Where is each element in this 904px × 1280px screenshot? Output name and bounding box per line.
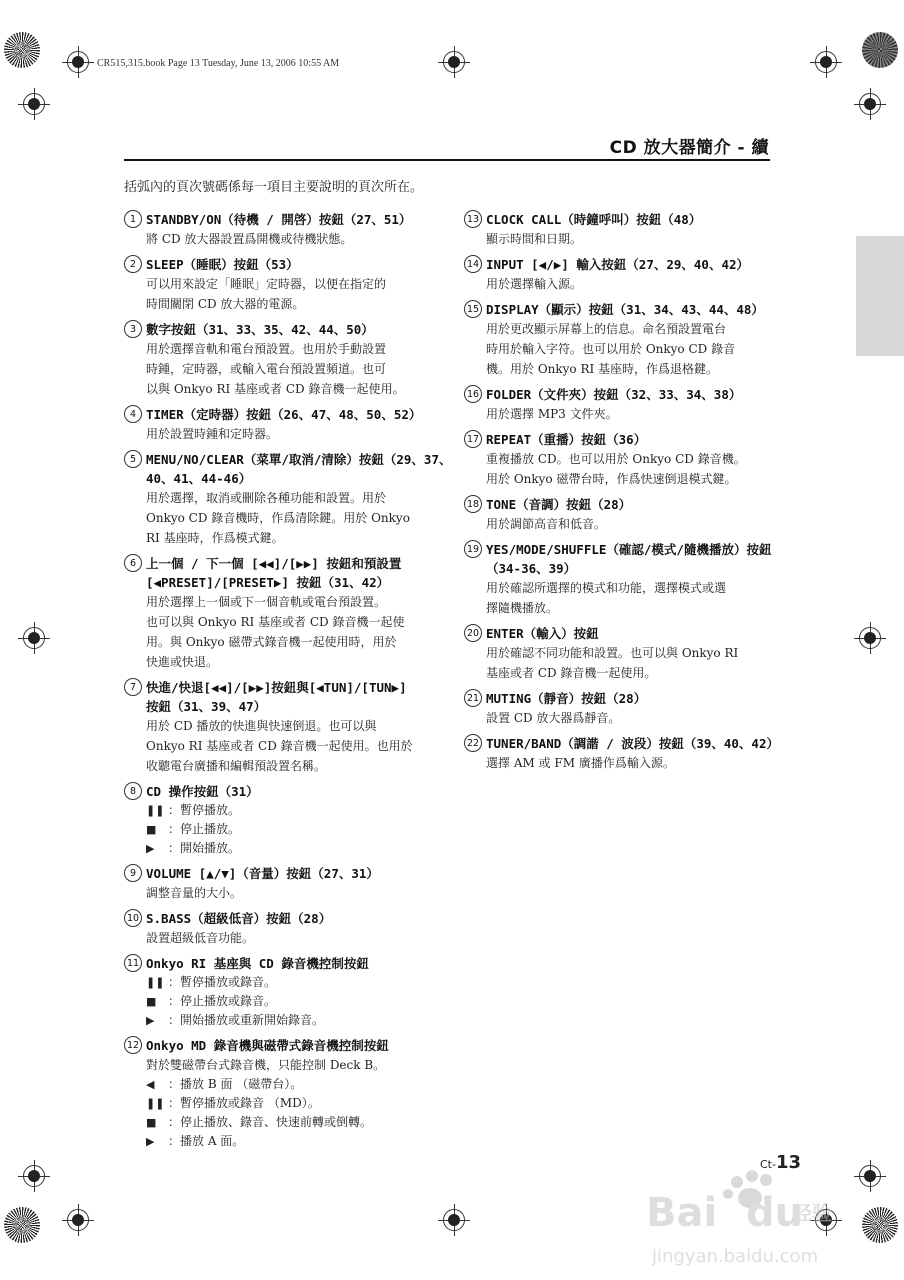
transport-symbol-icon: ■ [146, 1116, 157, 1129]
section-title: CD 放大器簡介 - 續 [609, 138, 769, 158]
button-function-text: ：開始播放。 [168, 841, 241, 855]
item-description [146, 883, 444, 903]
item-heading [124, 782, 444, 801]
crosshair-dot [864, 632, 876, 644]
item-heading [124, 255, 444, 274]
intro-text: 括弧內的頁次號碼係每一項目主要說明的頁次所在。 [124, 180, 424, 195]
list-item [464, 430, 774, 489]
transport-symbol-icon: ■ [146, 995, 157, 1008]
description-line: 將 CD 放大器設置爲開機或待機狀態。 [146, 232, 353, 246]
item-number-badge: 8 [124, 782, 142, 800]
item-heading [464, 689, 774, 708]
heading-line: STANDBY/ON（待機 / 開啓）按鈕（27、51） [146, 212, 412, 227]
item-heading [124, 210, 444, 229]
list-item [124, 255, 444, 314]
crosshair-dot [448, 1214, 460, 1226]
registration-starburst-icon [862, 1207, 898, 1243]
item-heading [464, 430, 774, 449]
description-line: 用於選擇音軌和電台預設置。也用於手動設置 [146, 342, 387, 356]
item-heading-text [146, 450, 452, 488]
button-function-row [146, 1113, 444, 1132]
item-heading-text [486, 689, 774, 708]
item-heading-text [146, 210, 444, 229]
heading-line: 按鈕（31、39、47） [146, 699, 267, 714]
list-item [464, 540, 774, 618]
left-column [124, 210, 452, 1157]
button-function-text: ：暫停播放。 [168, 803, 241, 817]
button-function-text: ：播放 A 面。 [168, 1134, 245, 1148]
list-item [124, 782, 444, 858]
registration-starburst-icon [4, 32, 40, 68]
item-heading-text [146, 1036, 444, 1055]
item-heading-text [146, 554, 444, 592]
description-line: 顯示時間和日期。 [486, 232, 583, 246]
item-heading [464, 255, 774, 274]
heading-line: （34-36、39） [486, 561, 577, 576]
button-function-text: ：停止播放。 [168, 822, 241, 836]
button-function-text: ：播放 B 面 （磁帶台）。 [168, 1077, 303, 1091]
right-column [464, 210, 779, 779]
description-line: 用於確認不同功能和設置。也可以與 Onkyo RI [486, 646, 739, 660]
item-heading-text [146, 782, 444, 801]
item-number-badge: 15 [464, 300, 482, 318]
item-heading [464, 300, 774, 319]
item-heading-text [146, 678, 444, 716]
list-item [124, 954, 444, 1030]
list-item [464, 734, 779, 773]
heading-line: Onkyo MD 錄音機與磁帶式錄音機控制按鈕 [146, 1038, 389, 1053]
heading-line: Onkyo RI 基座與 CD 錄音機控制按鈕 [146, 956, 369, 971]
description-line: 選擇 AM 或 FM 廣播作爲輸入源。 [486, 756, 675, 770]
button-function-text: ：暫停播放或錄音 （MD）。 [168, 1096, 320, 1110]
heading-line: DISPLAY（顯示）按鈕（31、34、43、44、48） [486, 302, 764, 317]
list-item [464, 255, 774, 294]
description-line: 基座或者 CD 錄音機一起使用。 [486, 666, 657, 680]
title-rule [124, 159, 770, 161]
description-line: 可以用來設定「睡眠」定時器，以便在指定的 [146, 277, 387, 291]
item-heading-text [146, 864, 444, 883]
item-heading-text [486, 430, 774, 449]
item-description [146, 229, 444, 249]
transport-symbol-icon: ▶ [146, 1135, 155, 1148]
heading-line: INPUT [◀/▶] 輸入按鈕（27、29、40、42） [486, 257, 750, 272]
transport-symbol-icon: ❚❚ [146, 976, 165, 989]
list-item [464, 689, 774, 728]
item-heading-text [486, 255, 774, 274]
list-item [464, 300, 774, 379]
button-function-row [146, 820, 444, 839]
transport-symbol-icon: ❚❚ [146, 804, 165, 817]
item-description [146, 716, 444, 776]
heading-line: SLEEP（睡眠）按鈕（53） [146, 257, 299, 272]
description-line: 用於確認所選擇的模式和功能，選擇模式或選 [486, 581, 727, 595]
button-function-row [146, 839, 444, 858]
watermark-text-du: du [746, 1190, 804, 1236]
item-heading [124, 678, 444, 716]
list-item [464, 210, 774, 249]
item-heading [464, 540, 774, 578]
item-heading [464, 210, 774, 229]
description-line: 用於 CD 播放的快進與快速倒退。也可以與 [146, 719, 377, 733]
description-line: 時間關閉 CD 放大器的電源。 [146, 297, 305, 311]
item-heading [464, 495, 774, 514]
description-line: 也可以與 Onkyo RI 基座或者 CD 錄音機一起使 [146, 615, 405, 629]
item-description [486, 708, 774, 728]
description-line: 設置超級低音功能。 [146, 931, 255, 945]
item-heading-text [486, 210, 774, 229]
item-heading-text [146, 320, 444, 339]
list-item [124, 909, 444, 948]
list-item [464, 495, 774, 534]
item-description [146, 488, 444, 548]
description-line: Onkyo RI 基座或者 CD 錄音機一起使用。也用於 [146, 739, 413, 753]
item-heading-text [146, 909, 444, 928]
item-heading-text [486, 734, 779, 753]
transport-symbol-icon: ■ [146, 823, 157, 836]
item-heading-text [486, 540, 774, 578]
item-description [486, 229, 774, 249]
heading-line: MUTING（靜音）按鈕（28） [486, 691, 647, 706]
item-heading [124, 1036, 444, 1055]
description-line: 用於 Onkyo 磁帶台時，作爲快速倒退模式鍵。 [486, 472, 737, 486]
crosshair-dot [448, 56, 460, 68]
crosshair-dot [820, 56, 832, 68]
item-heading-text [486, 300, 774, 319]
button-function-row [146, 973, 444, 992]
heading-line: ENTER（輸入）按鈕 [486, 626, 599, 641]
item-description [486, 274, 774, 294]
item-heading-text [146, 405, 444, 424]
item-heading [124, 864, 444, 883]
description-line: Onkyo CD 錄音機時，作爲清除鍵。用於 Onkyo [146, 511, 410, 525]
button-function-row [146, 1094, 444, 1113]
item-heading [464, 624, 774, 643]
baidu-watermark-logo [642, 1164, 852, 1274]
item-number-badge: 22 [464, 734, 482, 752]
description-line: 時鍾，定時器，或輸入電台預設置頻道。也可 [146, 362, 387, 376]
list-item [124, 678, 444, 776]
description-line: 重複播放 CD。也可以用於 Onkyo CD 錄音機。 [486, 452, 746, 466]
item-number-badge: 18 [464, 495, 482, 513]
heading-line: YES/MODE/SHUFFLE（確認/模式/隨機播放）按鈕 [486, 542, 772, 557]
heading-line: TIMER（定時器）按鈕（26、47、48、50、52） [146, 407, 422, 422]
heading-line: S.BASS（超級低音）按鈕（28） [146, 911, 332, 926]
crosshair-dot [28, 1170, 40, 1182]
button-function-text: ：暫停播放或錄音。 [168, 975, 277, 989]
item-number-badge: 17 [464, 430, 482, 448]
list-item [124, 1036, 444, 1151]
crosshair-dot [28, 98, 40, 110]
list-item [464, 385, 774, 424]
heading-line: FOLDER（文件夾）按鈕（32、33、34、38） [486, 387, 742, 402]
heading-line: CD 操作按鈕（31） [146, 784, 259, 799]
item-heading-text [486, 385, 774, 404]
watermark-url: jingyan.baidu.com [652, 1246, 819, 1267]
description-line: 快進或快退。 [146, 655, 219, 669]
registration-starburst-icon [4, 1207, 40, 1243]
description-line: 用。與 Onkyo 磁帶式錄音機一起使用時，用於 [146, 635, 397, 649]
button-function-text: ：停止播放或錄音。 [168, 994, 277, 1008]
heading-line: 40、41、44-46） [146, 471, 252, 486]
description-line: RI 基座時，作爲模式鍵。 [146, 531, 284, 545]
item-number-badge: 5 [124, 450, 142, 468]
heading-line: MENU/NO/CLEAR（菜單/取消/清除）按鈕（29、37、 [146, 452, 452, 467]
list-item [124, 450, 452, 548]
item-heading [124, 450, 452, 488]
heading-line: TONE（音調）按鈕（28） [486, 497, 632, 512]
item-description [146, 928, 444, 948]
item-number-badge: 3 [124, 320, 142, 338]
list-item [124, 554, 444, 672]
description-line: 收聽電台廣播和編輯預設置名稱。 [146, 759, 327, 773]
description-line: 以與 Onkyo RI 基座或者 CD 錄音機一起使用。 [146, 382, 405, 396]
heading-line: TUNER/BAND（調諧 / 波段）按鈕（39、40、42） [486, 736, 779, 751]
heading-line: 數字按鈕（31、33、35、42、44、50） [146, 322, 374, 337]
heading-line: [◀PRESET]/[PRESET▶] 按鈕（31、42） [146, 575, 390, 590]
description-line: 對於雙磁帶台式錄音機，只能控制 Deck B。 [146, 1058, 386, 1072]
description-line: 用於選擇輸入源。 [486, 277, 583, 291]
description-line: 用於選擇 MP3 文件夾。 [486, 407, 618, 421]
item-number-badge: 6 [124, 554, 142, 572]
registration-starburst-icon [862, 32, 898, 68]
description-line: 時用於輸入字符。也可以用於 Onkyo CD 錄音 [486, 342, 736, 356]
description-line: 調整音量的大小。 [146, 886, 243, 900]
item-description [486, 404, 774, 424]
crosshair-dot [864, 1170, 876, 1182]
item-number-badge: 10 [124, 909, 142, 927]
watermark-text-jingyan: 经验 [792, 1201, 832, 1225]
item-description [486, 578, 774, 618]
item-number-badge: 19 [464, 540, 482, 558]
item-number-badge: 21 [464, 689, 482, 707]
item-heading [124, 405, 444, 424]
heading-line: 快進/快退[◀◀]/[▶▶]按鈕與[◀TUN]/[TUN▶] [146, 680, 407, 695]
heading-line: 上一個 / 下一個 [◀◀]/[▶▶] 按鈕和預設置 [146, 556, 402, 571]
list-item [464, 624, 774, 683]
item-description [146, 274, 444, 314]
item-number-badge: 2 [124, 255, 142, 273]
side-tab [856, 236, 904, 356]
item-heading [124, 909, 444, 928]
page-number-value: 13 [775, 1152, 802, 1173]
item-heading [124, 954, 444, 973]
item-heading [464, 734, 779, 753]
page-number-prefix: Ct- [760, 1158, 776, 1171]
description-line: 用於調節高音和低音。 [486, 517, 607, 531]
item-number-badge: 16 [464, 385, 482, 403]
item-description [146, 1055, 444, 1075]
item-number-badge: 11 [124, 954, 142, 972]
description-line: 用於選擇上一個或下一個音軌或電台預設置。 [146, 595, 387, 609]
item-description [146, 424, 444, 444]
heading-line: VOLUME [▲/▼]（音量）按鈕（27、31） [146, 866, 379, 881]
item-description [486, 514, 774, 534]
watermark-text-bai: Bai [646, 1190, 718, 1236]
button-function-row [146, 1075, 444, 1094]
item-number-badge: 12 [124, 1036, 142, 1054]
heading-line: REPEAT（重播）按鈕（36） [486, 432, 647, 447]
item-heading-text [486, 495, 774, 514]
transport-symbol-icon: ❚❚ [146, 1097, 165, 1110]
item-number-badge: 7 [124, 678, 142, 696]
transport-symbol-icon: ◀ [146, 1078, 155, 1091]
crosshair-dot [864, 98, 876, 110]
item-heading [124, 320, 444, 339]
item-description [486, 449, 774, 489]
list-item [124, 864, 444, 903]
description-line: 設置 CD 放大器爲靜音。 [486, 711, 621, 725]
file-header: CR515,315.book Page 13 Tuesday, June 13, 2006 10:55 AM [97, 58, 340, 69]
item-number-badge: 20 [464, 624, 482, 642]
list-item [124, 320, 444, 399]
button-function-text: ：停止播放、錄音、快速前轉或倒轉。 [168, 1115, 373, 1129]
description-line: 用於更改顯示屏幕上的信息。命名預設置電台 [486, 322, 727, 336]
button-function-row [146, 1132, 444, 1151]
item-number-badge: 4 [124, 405, 142, 423]
button-function-row [146, 801, 444, 820]
item-description [486, 643, 774, 683]
item-description [486, 319, 774, 379]
crosshair-dot [72, 1214, 84, 1226]
description-line: 用於設置時鍾和定時器。 [146, 427, 279, 441]
item-description [486, 753, 774, 773]
item-number-badge: 1 [124, 210, 142, 228]
transport-symbol-icon: ▶ [146, 1014, 155, 1027]
item-heading-text [146, 954, 444, 973]
item-number-badge: 13 [464, 210, 482, 228]
item-number-badge: 9 [124, 864, 142, 882]
button-function-row [146, 1011, 444, 1030]
description-line: 機。用於 Onkyo RI 基座時，作爲退格鍵。 [486, 362, 719, 376]
item-description [146, 592, 444, 672]
item-heading-text [486, 624, 774, 643]
item-heading [464, 385, 774, 404]
button-function-text: ：開始播放或重新開始錄音。 [168, 1013, 325, 1027]
button-function-row [146, 992, 444, 1011]
transport-symbol-icon: ▶ [146, 842, 155, 855]
list-item [124, 405, 444, 444]
item-number-badge: 14 [464, 255, 482, 273]
item-heading-text [146, 255, 444, 274]
crosshair-dot [72, 56, 84, 68]
list-item [124, 210, 444, 249]
heading-line: CLOCK CALL（時鐘呼叫）按鈕（48） [486, 212, 702, 227]
item-description [146, 339, 444, 399]
item-heading [124, 554, 444, 592]
description-line: 用於選擇，取消或刪除各種功能和設置。用於 [146, 491, 387, 505]
description-line: 擇隨機播放。 [486, 601, 559, 615]
crosshair-dot [28, 632, 40, 644]
